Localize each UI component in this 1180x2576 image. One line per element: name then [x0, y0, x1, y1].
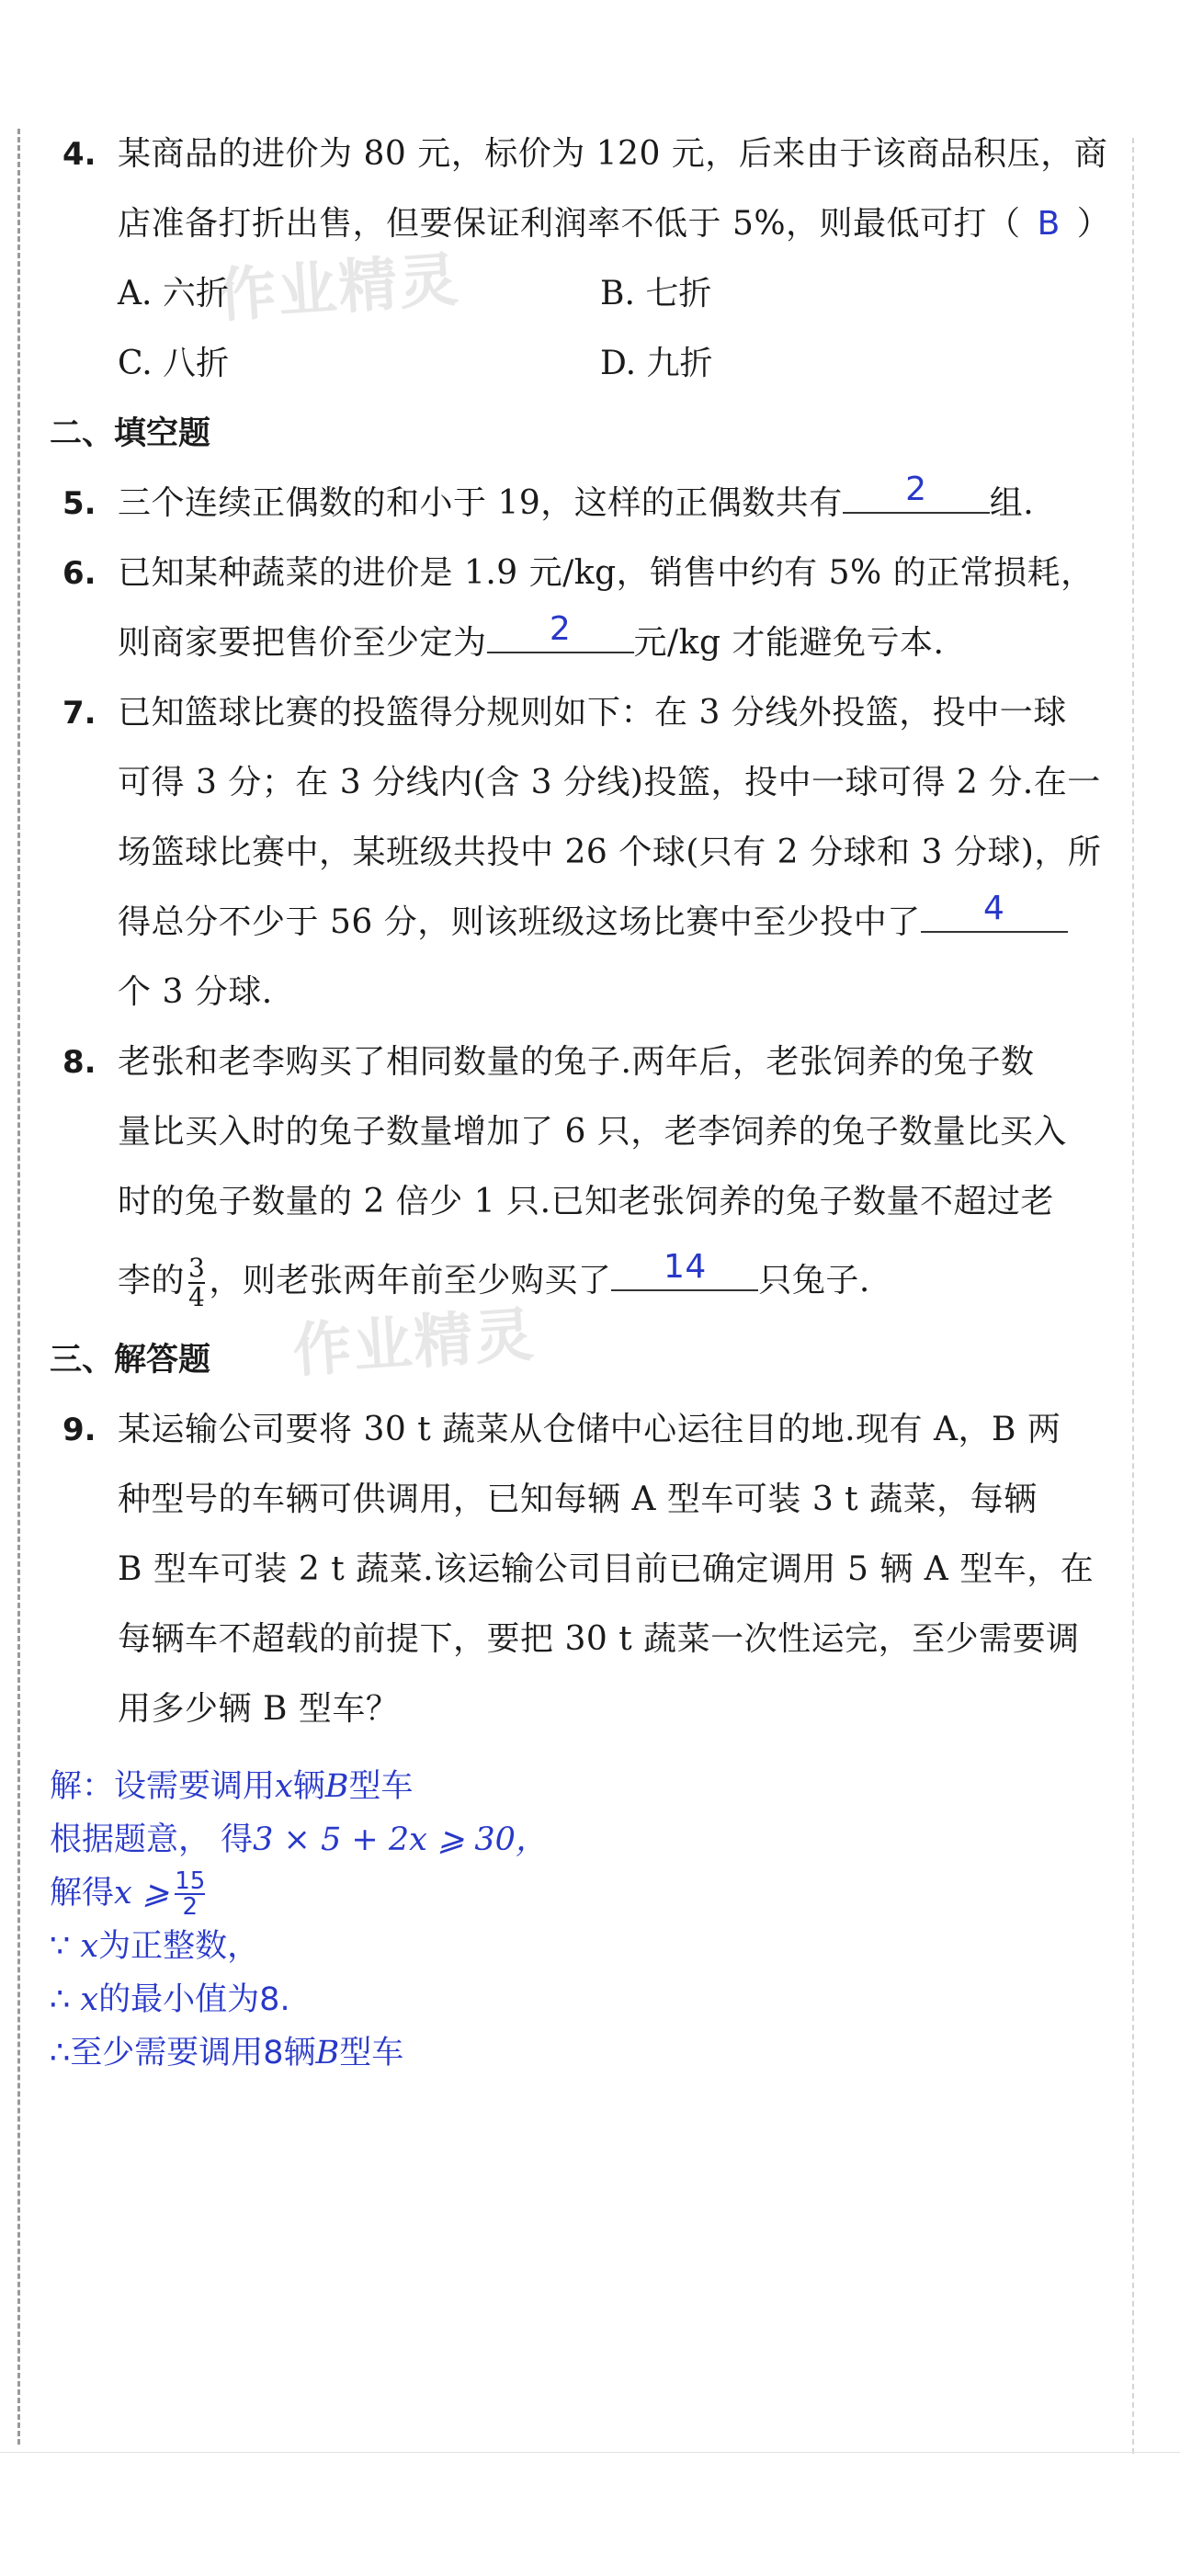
answer-blank [921, 891, 1068, 933]
handwritten-answer: B [1037, 205, 1061, 243]
question-text: 已知篮球比赛的投篮得分规则如下：在 3 分线外投篮，投中一球 [118, 694, 1067, 732]
question-text: ，则老张两年前至少购买了 [209, 1262, 612, 1299]
question-text: 用多少辆 B 型车？ [118, 1690, 400, 1728]
answer-blank [843, 471, 990, 514]
question-text: 店准备打折出售，但要保证利润率不低于 5%，则最低可打（ [118, 205, 1021, 243]
question-number: 8. [62, 1044, 96, 1081]
question-number: 7. [62, 695, 96, 732]
handwritten-solution [50, 1760, 548, 2080]
handwritten-answer: 4 [983, 890, 1005, 927]
section-heading-solve: 三、解答题 [50, 1342, 211, 1379]
solution-line-5: ∴ x的最小值为8. [50, 1981, 290, 2018]
section-heading-fill-blank: 二、填空题 [50, 415, 211, 452]
question-4 [50, 119, 1134, 399]
watermark-top: 作业精灵 [215, 245, 462, 332]
option-c: C. 八折 [118, 345, 230, 382]
question-text: 三个连续正偶数的和小于 19，这样的正偶数共有 [118, 484, 843, 522]
question-text: ） [1076, 205, 1111, 243]
answer-blank [487, 611, 634, 653]
worksheet-content [50, 119, 1134, 1744]
option-a: A. 六折 [118, 275, 229, 312]
question-number: 5. [62, 485, 96, 522]
option-d: D. 九折 [600, 345, 713, 382]
question-7 [50, 678, 1134, 1027]
question-number: 9. [62, 1412, 96, 1448]
question-5 [50, 469, 1134, 539]
answer-blank [611, 1249, 758, 1291]
handwritten-answer: 2 [905, 471, 927, 508]
fraction-fifteen-halves: $\frac{15}{2}$ [175, 1867, 206, 1921]
question-text: 李的 [118, 1262, 186, 1299]
solution-line-3: 解得x ⩾ $\frac{15}{2}$ [50, 1867, 206, 1921]
question-6 [50, 539, 1134, 678]
question-number: 6. [62, 555, 96, 592]
question-text: 个 3 分球. [118, 973, 273, 1011]
bottom-divider [0, 2452, 1180, 2453]
question-text: 种型号的车辆可供调用，已知每辆 A 型车可装 3 t 蔬菜，每辆 [118, 1481, 1038, 1518]
fraction-numerator: 3 [188, 1253, 206, 1283]
question-text: 某商品的进价为 80 元，标价为 120 元，后来由于该商品积压，商 [118, 135, 1108, 173]
question-9 [50, 1395, 1134, 1744]
question-text: 元/kg 才能避免亏本. [633, 624, 945, 662]
solution-line-4: ∵ x为正整数， [50, 1928, 260, 1965]
question-text: 老张和老李购买了相同数量的兔子.两年后，老张饲养的兔子数 [118, 1043, 1035, 1081]
watermark-bottom: 作业精灵 [290, 1300, 538, 1387]
question-text: 则商家要把售价至少定为 [118, 624, 487, 662]
question-text: 每辆车不超载的前提下，要把 30 t 蔬菜一次性运完，至少需要调 [118, 1620, 1080, 1658]
handwritten-answer: 14 [663, 1248, 707, 1286]
question-text: 场篮球比赛中，某班级共投中 26 个球(只有 2 分球和 3 分球)，所 [118, 834, 1102, 871]
fraction-denominator: 4 [188, 1282, 206, 1312]
question-text: 已知某种蔬菜的进价是 1.9 元/kg，销售中约有 5% 的正常损耗， [118, 554, 1095, 592]
handwritten-answer: 2 [549, 610, 572, 648]
solution-line-2: 根据题意， 得3 × 5 + 2x ⩾ 30， [50, 1821, 548, 1858]
question-text: 只兔子. [758, 1262, 870, 1299]
solution-line-1: 解：设需要调用x辆B型车 [50, 1768, 414, 1805]
options-grid [118, 259, 1134, 399]
question-text: 时的兔子数量的 2 倍少 1 只.已知老张饲养的兔子数量不超过老 [118, 1183, 1055, 1220]
question-text: 可得 3 分；在 3 分线内(含 3 分线)投篮，投中一球可得 2 分.在一 [118, 764, 1101, 801]
question-text: B 型车可装 2 t 蔬菜.该运输公司目前已确定调用 5 辆 A 型车，在 [118, 1550, 1095, 1588]
question-number: 4. [62, 136, 96, 173]
question-8 [50, 1027, 1134, 1325]
binding-dash-line [17, 129, 20, 2445]
solution-line-6: ∴至少需要调用8辆B型车 [50, 2035, 404, 2071]
question-text: 得总分不少于 56 分，则该班级这场比赛中至少投中了 [118, 903, 921, 941]
question-text: 组. [989, 484, 1035, 522]
question-text: 量比买入时的兔子数量增加了 6 只，老李饲养的兔子数量比买入 [118, 1113, 1067, 1151]
option-b: B. 七折 [600, 275, 712, 312]
question-text: 某运输公司要将 30 t 蔬菜从仓储中心运往目的地.现有 A，B 两 [118, 1411, 1061, 1448]
fraction-three-quarters [188, 1254, 205, 1311]
